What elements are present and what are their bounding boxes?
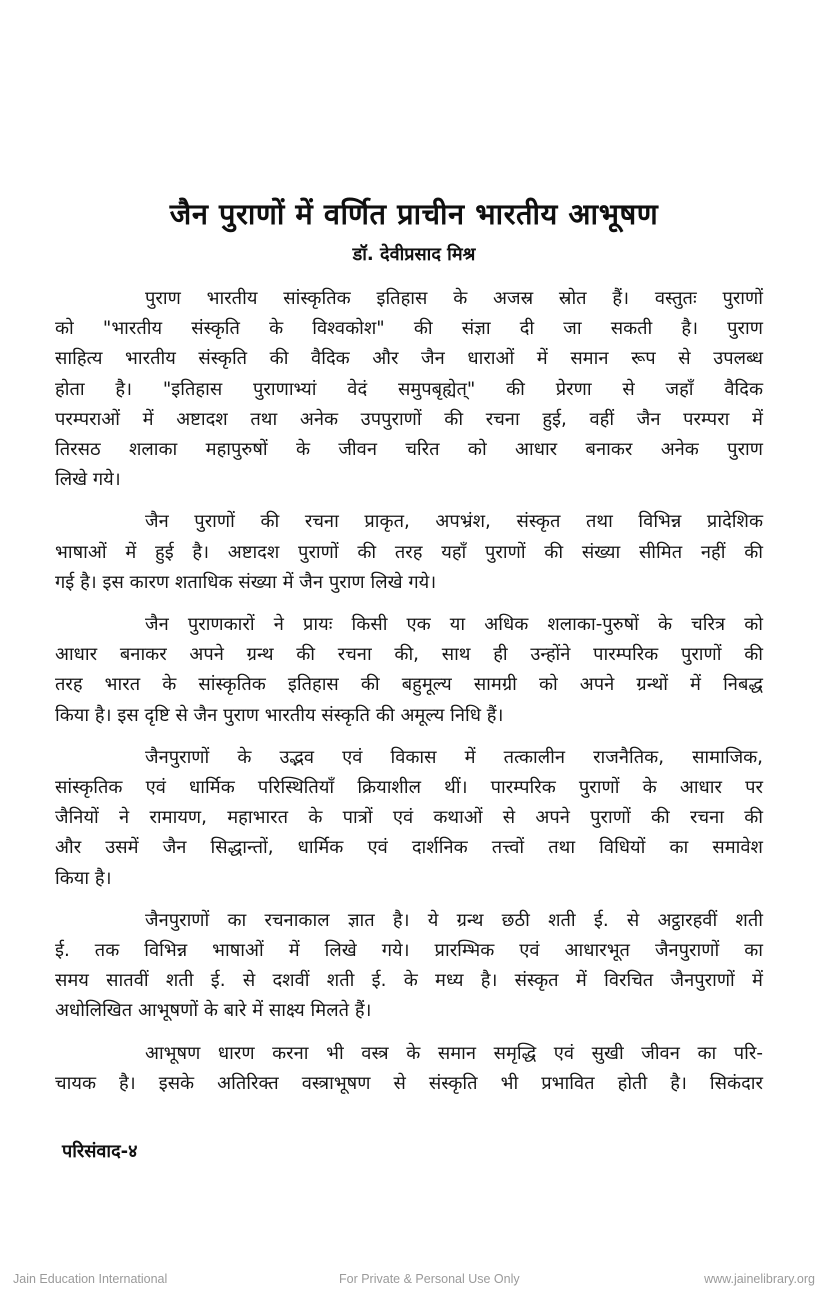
page-number-label: परिसंवाद-४ <box>62 1141 138 1162</box>
paragraph <box>55 743 763 894</box>
text-line: जैन पुराणों की रचना प्राकृत, अपभ्रंश, संस्कृत तथा विभिन्न प्रादेशिक <box>145 511 763 533</box>
text-line: भाषाओं में हुई है। अष्टादश पुराणों की तरह यहाँ पुराणों की संख्या सीमित नहीं की <box>55 541 763 563</box>
paragraph <box>55 507 763 598</box>
paragraph <box>55 1039 763 1099</box>
text-line: परम्पराओं में अष्टादश तथा अनेक उपपुराणों की रचना हुई, वहीं जैन परम्परा में <box>55 408 763 430</box>
text-line: जैनपुराणों का रचनाकाल ज्ञात है। ये ग्रन्थ छठी शती ई. से अट्ठारहवीं शती <box>145 909 763 931</box>
text-line: किया है। <box>55 867 112 889</box>
article-author: डॉ. देवीप्रसाद मिश्र <box>352 244 476 265</box>
text-line: जैन पुराणकारों ने प्रायः किसी एक या अधिक शलाका-पुरुषों के चरित्र को <box>145 614 763 636</box>
text-line: होता है। "इतिहास पुराणाभ्यां वेदं समुपबृह्येत्" की प्रेरणा से जहाँ वैदिक <box>55 378 763 400</box>
text-line: और उसमें जैन सिद्धान्तों, धार्मिक एवं दार्शनिक तत्त्वों तथा विधियों का समावेश <box>55 837 763 859</box>
text-line: साहित्य भारतीय संस्कृति की वैदिक और जैन धाराओं में समान रूप से उपलब्ध <box>55 348 763 370</box>
article-title: जैन पुराणों में वर्णित प्राचीन भारतीय आभूषण <box>169 197 659 231</box>
text-line: गई है। इस कारण शताधिक संख्या में जैन पुराण लिखे गये। <box>55 571 437 593</box>
footer-website-link[interactable]: www.jainelibrary.org <box>704 1272 815 1286</box>
footer-usage-notice: For Private & Personal Use Only <box>339 1272 520 1286</box>
text-line: किया है। इस दृष्टि से जैन पुराण भारतीय संस्कृति की अमूल्य निधि हैं। <box>55 704 504 726</box>
text-line: जैनपुराणों के उद्भव एवं विकास में तत्कालीन राजनैतिक, सामाजिक, <box>145 746 763 768</box>
text-line: लिखे गये। <box>55 469 121 491</box>
text-line: सांस्कृतिक एवं धार्मिक परिस्थितियाँ क्रियाशील थीं। पारम्परिक पुराणों के आधार पर <box>55 777 763 799</box>
paragraph <box>55 906 763 1027</box>
text-line: जैनियों ने रामायण, महाभारत के पात्रों एवं कथाओं से अपने पुराणों की रचना की <box>55 807 763 829</box>
footer-publisher: Jain Education International <box>13 1272 168 1286</box>
paragraph <box>55 610 763 731</box>
text-line: अधोलिखित आभूषणों के बारे में साक्ष्य मिलते हैं। <box>55 1000 372 1022</box>
text-line: तरह भारत के सांस्कृतिक इतिहास की बहुमूल्य सामग्री को अपने ग्रन्थों में निबद्ध <box>55 674 763 696</box>
text-line: समय सातवीं शती ई. से दशवीं शती ई. के मध्य है। संस्कृत में विरचित जैनपुराणों में <box>55 970 763 992</box>
text-line: चायक है। इसके अतिरिक्त वस्त्राभूषण से संस्कृति भी प्रभावित होती है। सिकंदार <box>55 1072 763 1094</box>
footer-bar <box>0 1272 828 1294</box>
text-line: पुराण भारतीय सांस्कृतिक इतिहास के अजस्र स्रोत हैं। वस्तुतः पुराणों <box>145 288 763 309</box>
text-line: आधार बनाकर अपने ग्रन्थ की रचना की, साथ ही उन्होंने पारम्परिक पुराणों की <box>55 644 763 666</box>
article-body <box>55 284 763 1111</box>
text-line: तिरसठ शलाका महापुरुषों के जीवन चरित को आधार बनाकर अनेक पुराण <box>55 439 763 461</box>
paragraph <box>55 284 763 495</box>
text-line: ई. तक विभिन्न भाषाओं में लिखे गये। प्रारम्भिक एवं आधारभूत जैनपुराणों का <box>55 940 763 962</box>
text-line: आभूषण धारण करना भी वस्त्र के समान समृद्धि एवं सुखी जीवन का परि- <box>145 1042 763 1064</box>
text-line: को "भारतीय संस्कृति के विश्वकोश" की संज्ञा दी जा सकती है। पुराण <box>55 318 763 340</box>
